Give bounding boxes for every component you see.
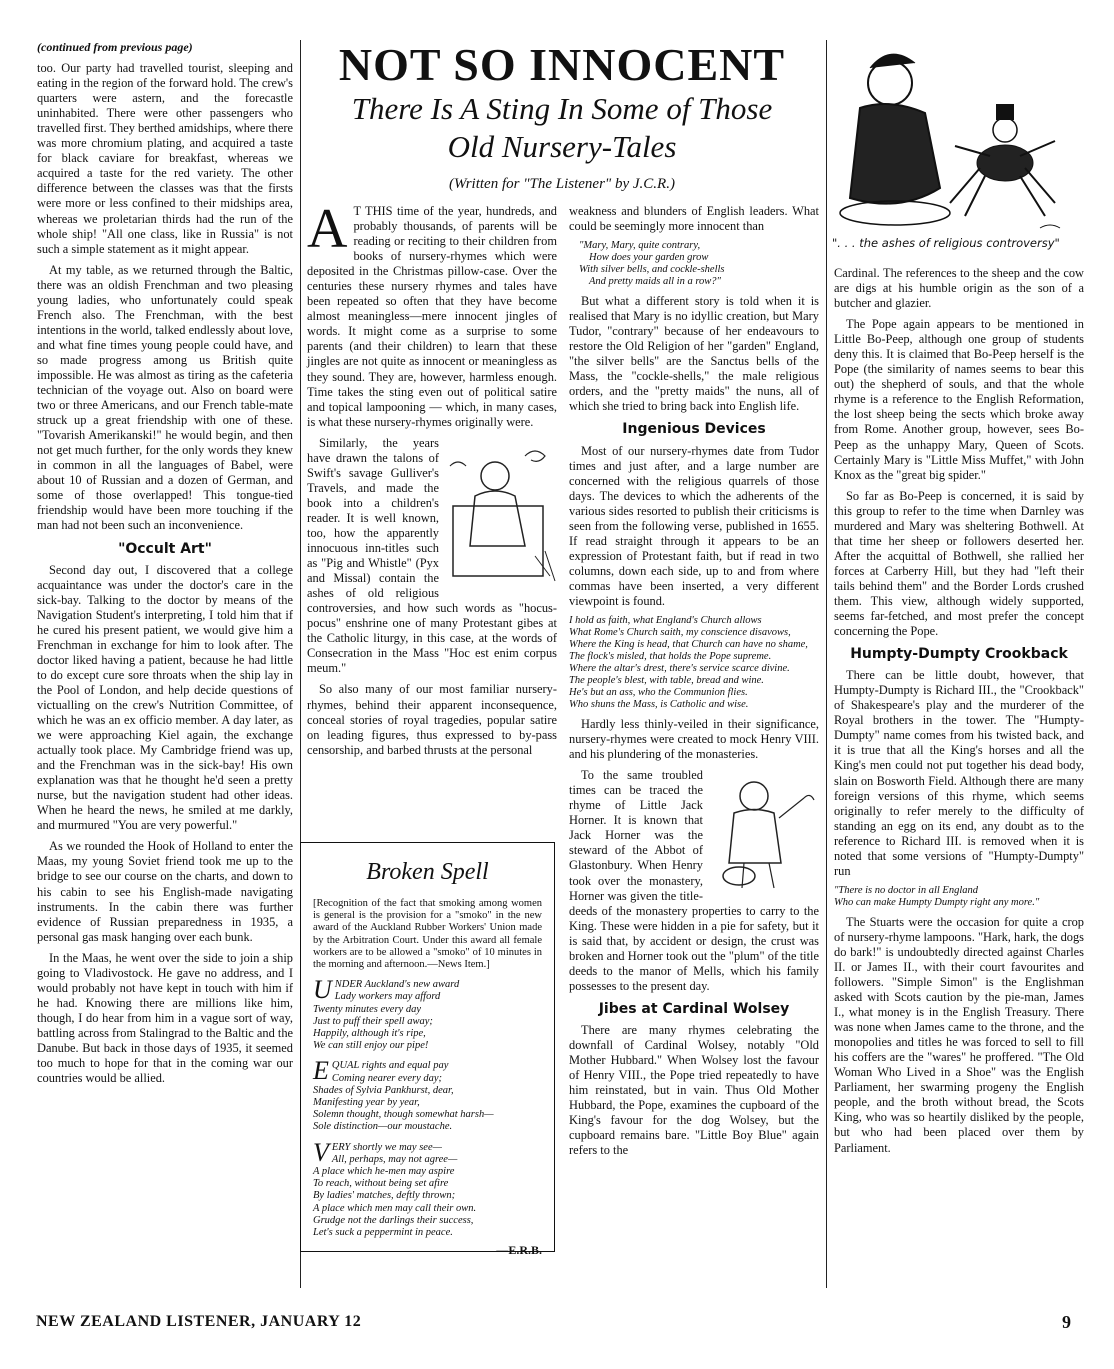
column-divider-4 xyxy=(826,40,827,1288)
col3-paragraph-1: weakness and blunders of English leaders. What could be seemingly more innocent than xyxy=(569,204,819,234)
religious-controversy-illustration xyxy=(830,38,1078,233)
byline: (Written for "The Listener" by J.C.R.) xyxy=(449,176,675,192)
col3-paragraph-5: To the same troubled times can be traced the rhyme of Little Jack Horner. It is known that Jack Horner was the steward of the Abbot of Glastonbury. When Henry took over the monastery, Horner was given the title-deeds of the monastery properties to carry to the King. These were hidden in a pie for safety, but it is said that, by accident or design, the crust was broken and Horner took out the "plum" of the title deeds to the manor of Mells, which his family possesses to the present day. xyxy=(569,768,819,993)
heading-occult-art: "Occult Art" xyxy=(118,540,212,557)
headline-subtitle-1: There Is A Sting In Some of Those xyxy=(351,91,773,126)
col4-paragraph-5: The Stuarts were the occasion for quite a crop of nursery-rhyme lampoons. "Hark, hark, the dogs do bark!" is undoubtedly directed against Charles II. or James II., with their court favourites and followers. "Simple Simon" is the Englishman asked with Scots caution by the pie-man, James I., what money is in the English Treasury. There was none when James came to the throne, and the monopolies and titles he was forced to sell to fill his coffers are the "wares" he proffered. "The Old Woman Who Lived in a Shoe" was the English Parliament, her swarming progeny the English people, and the broth without bread, the Scots King, who was so heartily disliked by the people, but who had been placed over them by Parliament. xyxy=(834,914,1084,1155)
jack-horner-illustration xyxy=(709,768,819,893)
column-1 xyxy=(37,40,293,1092)
column-2 xyxy=(307,198,557,764)
col2-lead-text: T THIS time of the year, hundreds, and probably thousands, of parents will be reading or reciting to their children from books of nursery-rhymes which were deposited in the Christmas pillow-case. Over the centuries these nursery rhymes and tales have been repeated so often that they have become almost meaningless—mere innocent jingles of words. It might come as a surprise to some parents (and their children) to learn that these jingles are not quite as innocent or meaningless as they sound. They are, however, harmless enough. Time takes the sting even out of political satire and topical lampooning — which, in many cases, is what these nursery-rhymes originally were. xyxy=(307,204,557,429)
col1-paragraph-5: In the Maas, he went over the side to join a ship going to Vladivostock. He gave no address, and I would probably not have kept in touch with him if he had. Knowing there are millions like him, though, I do hear from him in a vague sort of way, battling across from Stalingrad to the Baltic and the Danube. But back in those days of 1935, it seemed too much to hope for that in the coming war our countries would be allied. xyxy=(37,950,294,1086)
col2-paragraph-2: Similarly, the years have drawn the talons of Swift's savage Gulliver's Travels, and made the book into a children's reader. It is well known, too, how the apparently innocuous inn-titles such as "Pig and Whistle" (Pyx and Missal) contain the ashes of old religious controversies, and how such words as "hocus-pocus" enshrine one of many Protestant gibes at the Catholic liturgy, in this case, at the words of Consecration in the Mass "Hoc est enim corpus meum." xyxy=(307,435,557,676)
article-headline xyxy=(298,0,826,193)
humpty-verse: "There is no doctor in all England Who can make Humpty Dumpty right any more." xyxy=(834,884,1040,908)
col4-paragraph-1: Cardinal. The references to the sheep and the cow are digs at his humble origin as the son of a butcher and glazier. xyxy=(834,266,1084,311)
col3-paragraph-4: Hardly less thinly-veiled in their significance, nursery-rhymes were created to mock Henry VIII. and his plundering of the monasteries. xyxy=(569,717,819,762)
col4-paragraph-3: So far as Bo-Peep is concerned, it is said by this group to refer to the time when Darnley was murdered and Mary was sheltering Bothwell. At that time her sheep or followers deserted her. After the acquittal of Bothwell, she rallied her forces at Carberry Hill, but they had "left their tails behind them" and the Border Lords crushed them. This view, although widely supported, seems far-fetched, and most prefer the concept concerning the Pope. xyxy=(834,488,1084,639)
col2-paragraph-3: So also many of our most familiar nursery-rhymes, behind their apparent inconsequence, conceal stories of royal tragedies, popular satire on leading figures, thus expressed to by-pass censorship, and barbed thrusts at the personal xyxy=(307,682,557,757)
poem-stanza-3: V ERY shortly we may see— All, perhaps, may not agree— A place which he-men may aspire To reach, without being set afire By ladies' matches, deftly thrown; A place which men may call their own. Grudge not the darlings their success, Let's suck a peppermint in peace. xyxy=(313,1137,477,1239)
faith-verse: I hold as faith, what England's Church allows What Rome's Church saith, my conscience disavows, Where the King is head, that Church can have no shame, The flock's misled, that holds the Pope supreme. Where the altar's drest, there's service scarce divine. The people's blest, with table, bread and wine. He's but an ass, who the Communion flies. Who shuns the Mass, is Catholic and wise. xyxy=(569,615,808,711)
col3-paragraph-3: Most of our nursery-rhymes date from Tudor times and just after, and a large number are concerned with the religious quarrels of those days. The devices to which the adherents of the various sides resorted to publish their criticisms is seen from the following verse, published in 1655. If read straight through it appears to be an expression of Protestant faith, but if read in two columns, down each side, up to and from where commas have been inserted, a very different viewpoint is found. xyxy=(569,443,819,608)
heading-ingenious-devices: Ingenious Devices xyxy=(622,421,766,438)
box-title: Broken Spell xyxy=(366,859,489,885)
broken-spell-box xyxy=(300,842,555,1258)
col1-paragraph-1: too. Our party had travelled tourist, sleeping and eating in the region of the forward hold. The crew's quarters were astern, and the forecastle uninhabited. There were other passengers who travelled first. They berthed amidships, where there was more chromium plating, and acquired a taste for black caviare for breakfast, whereas we acquired a taste for the red variety. The other difference between the classes was that the firsts were more or less confined to their midships area, whereas we proletarian thirds had the run of the whole ship! "All one class, like in Russia" is not such a simple statement as it might appear. xyxy=(37,61,293,256)
col3-paragraph-2: But what a different story is told when it is realised that Mary is no idyllic creation, but Mary Tudor, "contrary" because of her endeavours to restore the Old Religion of her "garden" England, "the silver bells" are the Sanctus bells of the Mass, the "cockle-shells," the male religious orders, and the "pretty maids" the nuns, all of which she tried to bring back into English life. xyxy=(569,294,819,414)
poem-signature: —E.R.B. xyxy=(496,1243,542,1258)
headline-subtitle-2: Old Nursery-Tales xyxy=(447,129,677,164)
page-footer-masthead: NEW ZEALAND LISTENER, JANUARY 12 xyxy=(36,1313,362,1330)
col4-paragraph-2: The Pope again appears to be mentioned in Little Bo-Peep, although one group of students deny this. It is claimed that Bo-Peep herself is the Pope (the similarity of names seems to bear this out) the shepherd of souls, and that the whole rhyme is a reference to the English Reformation, the lost sheep being the sects which broke away from Rome. Another group, however, sees Bo-Peep as the unhappy Mary, Queen of Scots. Certainly Mary is "Little Miss Muffet," with John Knox as the "great big spider." xyxy=(834,317,1084,482)
heading-jibes-wolsey: Jibes at Cardinal Wolsey xyxy=(598,1000,790,1017)
col1-paragraph-2: At my table, as we returned through the Baltic, there was an oldish Frenchman and two pleasing young ladies, who unfortunately could speak French also. The Frenchman, with the best intentions in the world, talked endlessly about love, and what fine times young people could have, and so made progress among us British quite impossible. He was almost as tiring as the cafeteria technician of the voyage out. Also on board were two or three Americans, and our French table-mate struck up a great friendship with one of these. "Tovarish Amerikanski!" he would begin, and then not get much further, for the only words they knew in common in all the languages of Babel, were about 10 of Russian and a dozen of German, and some of those overlapped! This tongue-tied friendship would have been more touching if the man had not been such an inconvenience. xyxy=(37,262,293,533)
drop-cap: A xyxy=(307,198,348,260)
headline-title: NOT SO INNOCENT xyxy=(338,39,786,90)
illustration-caption: ". . . the ashes of religious controversy" xyxy=(832,236,1060,250)
col1-paragraph-3: Second day out, I discovered that a college acquaintance was under the doctor's care in the sick-bay. Talking to the doctor by means of the Navigation Student's interpreting, I told him that if he cured his present patient, we would give him a Frenchman in exchange for him to look after. The doctor liked having a patient, because he had little to do except cure sore throats when the ship lay in the Pool of London, and help decide questions of victualling on the crew's Nutrition Committee, of which he was an ex officio member. A day later, as we were approaching Kiel again, the exchange actually took place. My Cambridge friend was up, and the Frenchman was in the sick-bay! His own explanation was that he thought he'd seen a pretty nurse, but the navigation student had other ideas. When he heard the news, he smiled at me darkly, and murmured "You are very powerful." xyxy=(37,562,293,833)
poem-stanza-1: U NDER Auckland's new award Lady workers may afford Twenty minutes every day Just to puff their spell away; Happily, although it's ripe, We can still enjoy our pipe! xyxy=(313,975,460,1052)
col2-paragraph-1 xyxy=(307,198,557,430)
heading-humpty-dumpty: Humpty-Dumpty Crookback xyxy=(850,646,1068,663)
col1-paragraph-4: As we rounded the Hook of Holland to enter the Maas, my young Soviet friend took me up to the bridge to see our course on the charts, and down to his cabin to see his English-made navigating instruments. In the cabin there was further evidence of Russian preparedness in 1935, a personal gas mask hanging over each bunk. xyxy=(37,839,293,944)
column-4 xyxy=(834,266,1084,1162)
poem-stanza-2: E QUAL rights and equal pay Coming nearer every day; Shades of Sylvia Pankhurst, dear, Manifesting year by year, Solemn thought, though somewhat harsh— Sole distinction—our moustache. xyxy=(313,1056,494,1133)
column-3 xyxy=(569,204,819,1164)
col3-paragraph-6: There are many rhymes celebrating the downfall of Cardinal Wolsey, notably "Old Mother Hubbard." When Wolsey lost the favour of Henry VIII., the Pope tried repeatedly to have him reinstated, but in vain. Thus Old Mother Hubbard, the Pope, examines the cupboard of the King's favour for the dog Wolsey, but the cupboard remains bare. "Little Boy Blue" again refers to the xyxy=(569,1022,819,1158)
box-note: [Recognition of the fact that smoking among women is general is the provision for a "smoko" in the new award of the Auckland Rubber Workers' Union made by the Arbitration Court. Under this award all female workers are to be allowed a "smoko" of 10 minutes in the morning and afternoon.—News Item.] xyxy=(313,898,542,971)
mary-mary-verse: "Mary, Mary, quite contrary, How does your garden grow With silver bells, and cockle-shells And pretty maids all in a row?" xyxy=(579,240,725,288)
girl-in-window-illustration xyxy=(445,436,557,586)
continued-note: (continued from previous page) xyxy=(37,40,193,54)
page-number: 9 xyxy=(1062,1312,1071,1332)
col4-paragraph-4: There can be little doubt, however, that Humpty-Dumpty is Richard III., the "Crookback" of Shakespeare's play and the murderer of the Royal brothers in the tower. The "Humpty-Dumpty" name comes from his twisted back, and it is true that all the King's horses and all the King's men could not put together his dead body, slain on Bosworth Field. Although there are many foreign versions of this rhyme, which seems originally to refer merely to the difficulty of standing an egg on its end, any doubt as to the reference to Richard III. is removed when it is noted that some versions of "Humpty-Dumpty" run xyxy=(834,668,1084,878)
